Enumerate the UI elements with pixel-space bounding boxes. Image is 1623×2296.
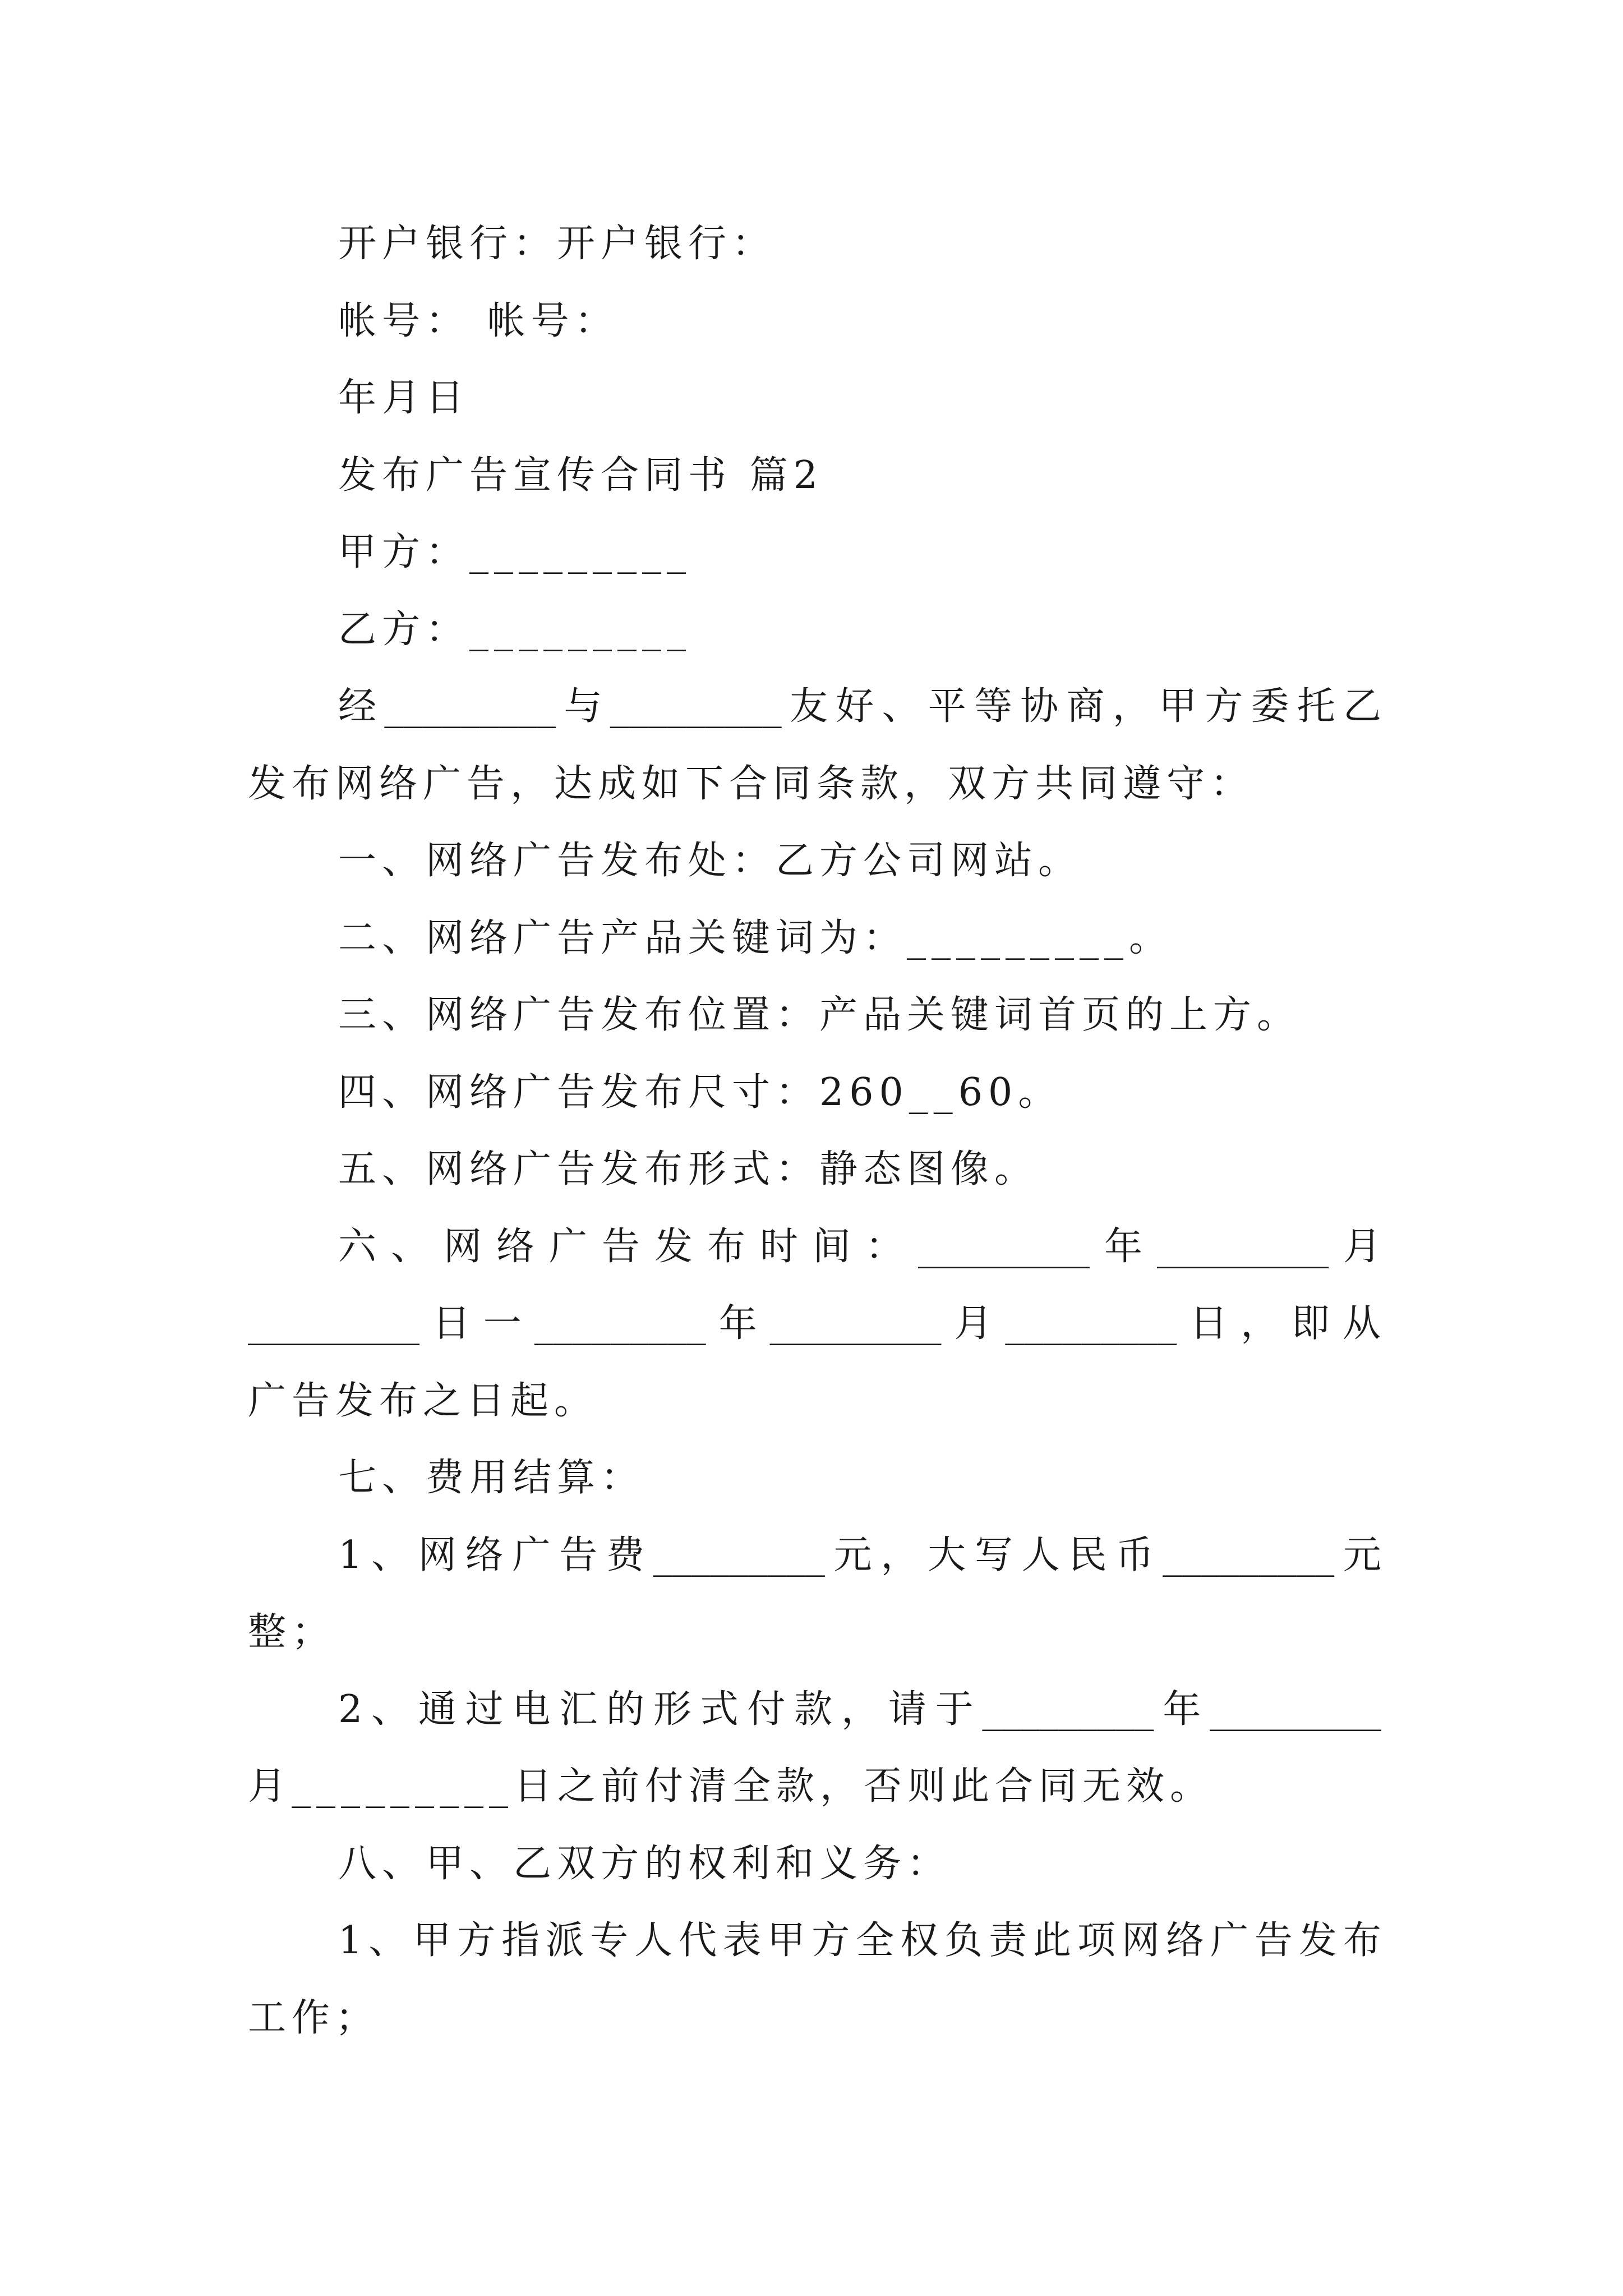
text-line: 乙方：_________ xyxy=(338,608,692,652)
text-line: 帐号： 帐号： xyxy=(338,299,619,343)
text-line: _________ 日 一 _________ 年 _________ 月 _________ 日 ， 即 从 xyxy=(248,1301,1381,1346)
text-line: 八、甲、乙双方的权利和义务： xyxy=(338,1842,951,1886)
text-line: 二、网络广告产品关键词为：_________。 xyxy=(338,916,1173,960)
text-line: 1 、 网 络 广 告 费 _________ 元 ， 大 写 人 民 币 _________ 元 xyxy=(338,1533,1381,1577)
text-line: 发布广告宣传合同书 篇2 xyxy=(338,453,823,498)
text-line: 2 、 通 过 电 汇 的 形 式 付 款 ， 请 于 _________ 年 _________ xyxy=(338,1687,1381,1732)
text-line: 开户银行：开户银行： xyxy=(338,222,776,266)
text-line: 工作； xyxy=(248,1996,380,2040)
text-line: 四、网络广告发布尺寸：260__60。 xyxy=(338,1070,1062,1115)
text-line: 一、网络广告发布处：乙方公司网站。 xyxy=(338,839,1082,883)
text-line: 整； xyxy=(248,1610,336,1654)
text-line: 五、网络广告发布形式：静态图像。 xyxy=(338,1147,1039,1191)
text-line: 月_________日之前付清全款，否则此合同无效。 xyxy=(248,1764,1214,1809)
text-line: 三、网络广告发布位置：产品关键词首页的上方。 xyxy=(338,993,1301,1037)
text-line: 经 _________ 与 _________ 友 好 、 平 等 协 商 ， 甲 方 委 托 乙 xyxy=(338,684,1381,729)
text-line: 七、费用结算： xyxy=(338,1456,645,1500)
text-line: 广告发布之日起。 xyxy=(248,1379,598,1423)
text-line: 发布网络广告，达成如下合同条款，双方共同遵守： xyxy=(248,762,1255,806)
text-line: 1 、 甲 方 指 派 专 人 代 表 甲 方 全 权 负 责 此 项 网 络 广 告 发 布 xyxy=(338,1918,1381,1963)
text-line: 六 、 网 络 广 告 发 布 时 间 ： _________ 年 _________ 月 xyxy=(338,1225,1381,1269)
text-line: 甲方：_________ xyxy=(338,530,692,574)
text-line: 年月日 xyxy=(338,376,470,420)
